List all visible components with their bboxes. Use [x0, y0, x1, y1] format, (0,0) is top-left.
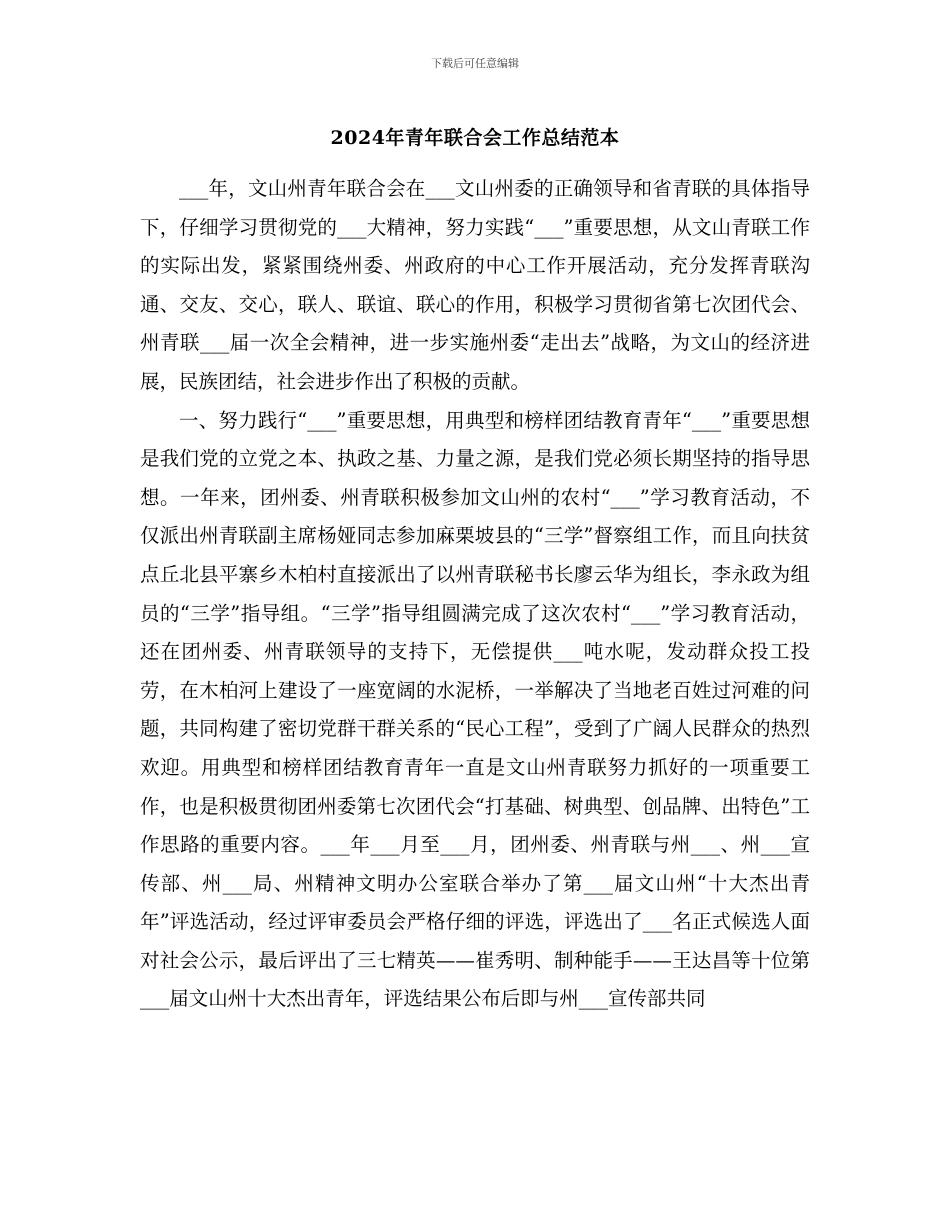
- document-body: [140, 170, 810, 1019]
- document-title: 2024年青年联合会工作总结范本: [330, 127, 620, 149]
- paragraph-intro: ___年，文山州青年联合会在___文山州委的正确领导和省青联的具体指导下，仔细学习贯彻党的___大精神，努力实践“___”重要思想，从文山青联工作的实际出发，紧紧围绕州委、州政府的中心工作开展活动，充分发挥青联沟通、交友、交心，联人、联谊、联心的作用，积极学习贯彻省第七次团代会、州青联___届一次全会精神，进一步实施州委“走出去”战略，为文山的经济进展，民族团结，社会进步作出了积极的贡献。: [140, 177, 810, 393]
- header-note: 下载后可任意编辑: [431, 57, 519, 70]
- paragraph-section-one: 一、努力践行“___”重要思想，用典型和榜样团结教育青年“___”重要思想是我们党的立党之本、执政之基、力量之源，是我们党必须长期坚持的指导思想。一年来，团州委、州青联积极参加文山州的农村“___”学习教育活动，不仅派出州青联副主席杨娅同志参加麻栗坡县的“三学”督察组工作，而且向扶贫点丘北县平寨乡木柏村直接派出了以州青联秘书长廖云华为组长，李永政为组员的“三学”指导组。“三学”指导组圆满完成了这次农村“___”学习教育活动，还在团州委、州青联领导的支持下，无偿提供___吨水呢，发动群众投工投劳，在木柏河上建设了一座宽阔的水泥桥，一举解决了当地老百姓过河难的问题，共同构建了密切党群干群关系的“民心工程”，受到了广阔人民群众的热烈欢迎。用典型和榜样团结教育青年一直是文山州青联努力抓好的一项重要工作，也是积极贯彻团州委第七次团代会“打基础、树典型、创品牌、出特色”工作思路的重要内容。___年___月至___月，团州委、州青联与州___、州___宣传部、州___局、州精神文明办公室联合举办了第___届文山州“十大杰出青年”评选活动，经过评审委员会严格仔细的评选，评选出了___名正式候选人面对社会公示，最后评出了三七精英——崔秀明、制种能手——王达昌等十位第___届文山州十大杰出青年，评选结果公布后即与州___宣传部共同: [140, 408, 810, 1011]
